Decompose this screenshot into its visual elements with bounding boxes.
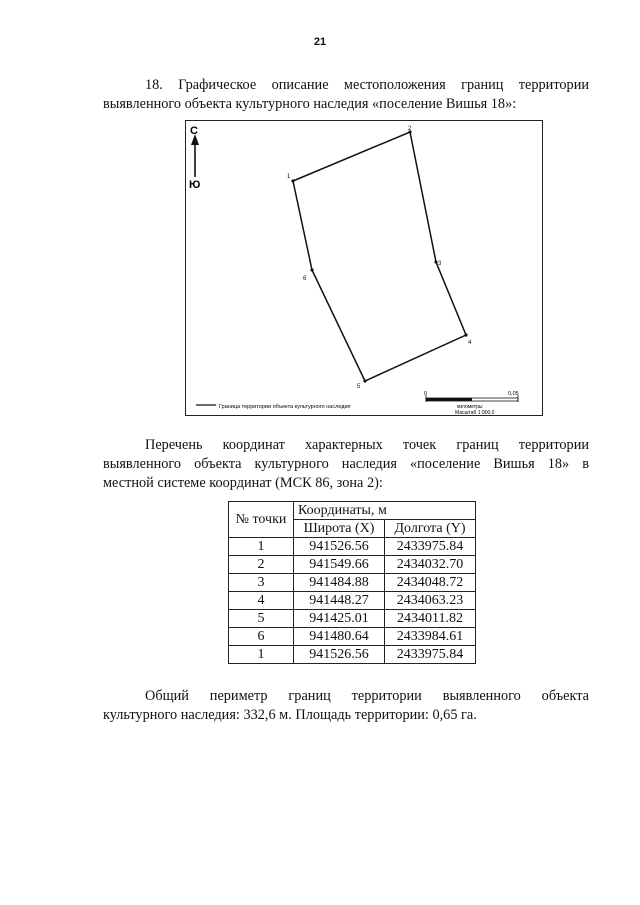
header-coordinates: Координаты, м (294, 502, 476, 520)
coordinates-table (228, 501, 476, 664)
cell-point: 5 (229, 610, 294, 628)
north-label: С (190, 125, 198, 137)
point-label-2: 2 (408, 126, 412, 132)
scale-bar (426, 395, 518, 402)
scale-ratio-label: Масштаб 1:900,0 (455, 410, 495, 416)
table-row (229, 574, 476, 592)
section-18-line-1: 18. Графическое описание местоположения границ территории (145, 77, 589, 93)
coordinate-list-line-1: Перечень координат характерных точек границ территории (145, 437, 589, 453)
cell-y: 2434011.82 (385, 610, 476, 628)
point-label-1: 1 (287, 174, 291, 180)
table-row (229, 646, 476, 664)
cell-x: 941526.56 (294, 646, 385, 664)
legend-text: Граница территории объекта культурного наследия (219, 404, 351, 410)
cell-x: 941425.01 (294, 610, 385, 628)
boundary-vertices (291, 130, 467, 382)
summary-paragraph (103, 687, 589, 725)
cell-y: 2434063.23 (385, 592, 476, 610)
table-row (229, 610, 476, 628)
scale-end-label: 0,05 (508, 391, 519, 397)
point-label-3: 3 (438, 261, 442, 267)
boundary-map-drawing (186, 121, 544, 417)
cell-point: 4 (229, 592, 294, 610)
cell-y: 2434048.72 (385, 574, 476, 592)
cell-x: 941484.88 (294, 574, 385, 592)
scale-units-label: километры (457, 404, 483, 410)
scale-start-label: 0 (424, 391, 428, 397)
section-18-line-2: выявленного объекта культурного наследия «поселение Вишья 18»: (103, 96, 517, 112)
vertex-5 (363, 379, 366, 382)
table-row (229, 538, 476, 556)
header-longitude: Долгота (Y) (385, 520, 476, 538)
cell-x: 941549.66 (294, 556, 385, 574)
point-label-5: 5 (357, 384, 361, 390)
cell-point: 2 (229, 556, 294, 574)
boundary-map (185, 120, 543, 416)
summary-line-2: культурного наследия: 332,6 м. Площадь территории: 0,65 га. (103, 707, 477, 723)
cell-y: 2434032.70 (385, 556, 476, 574)
vertex-1 (291, 179, 294, 182)
vertex-6 (310, 268, 313, 271)
cell-y: 2433975.84 (385, 538, 476, 556)
table-row (229, 628, 476, 646)
cell-y: 2433975.84 (385, 646, 476, 664)
cell-y: 2433984.61 (385, 628, 476, 646)
cell-x: 941448.27 (294, 592, 385, 610)
south-label: Ю (189, 179, 201, 191)
cell-x: 941526.56 (294, 538, 385, 556)
page-number: 21 (313, 36, 327, 48)
cell-x: 941480.64 (294, 628, 385, 646)
point-label-6: 6 (303, 276, 307, 282)
point-label-4: 4 (468, 340, 472, 346)
header-latitude: Широта (X) (294, 520, 385, 538)
cell-point: 6 (229, 628, 294, 646)
coordinate-list-paragraph (103, 436, 589, 493)
cell-point: 1 (229, 538, 294, 556)
table-row (229, 592, 476, 610)
coordinate-list-line-3: местной системе координат (МСК 86, зона 2): (103, 475, 383, 491)
cell-point: 3 (229, 574, 294, 592)
north-arrow-icon (191, 134, 199, 177)
coordinate-list-line-2: выявленного объекта культурного наследия «поселение Вишья 18» в (103, 456, 589, 472)
territory-boundary (293, 132, 466, 381)
table-row (229, 556, 476, 574)
summary-line-1: Общий периметр границ территории выявленного объекта (145, 688, 589, 704)
vertex-4 (464, 333, 467, 336)
cell-point: 1 (229, 646, 294, 664)
section-18-paragraph (103, 76, 589, 114)
header-point-number: № точки (229, 502, 294, 538)
